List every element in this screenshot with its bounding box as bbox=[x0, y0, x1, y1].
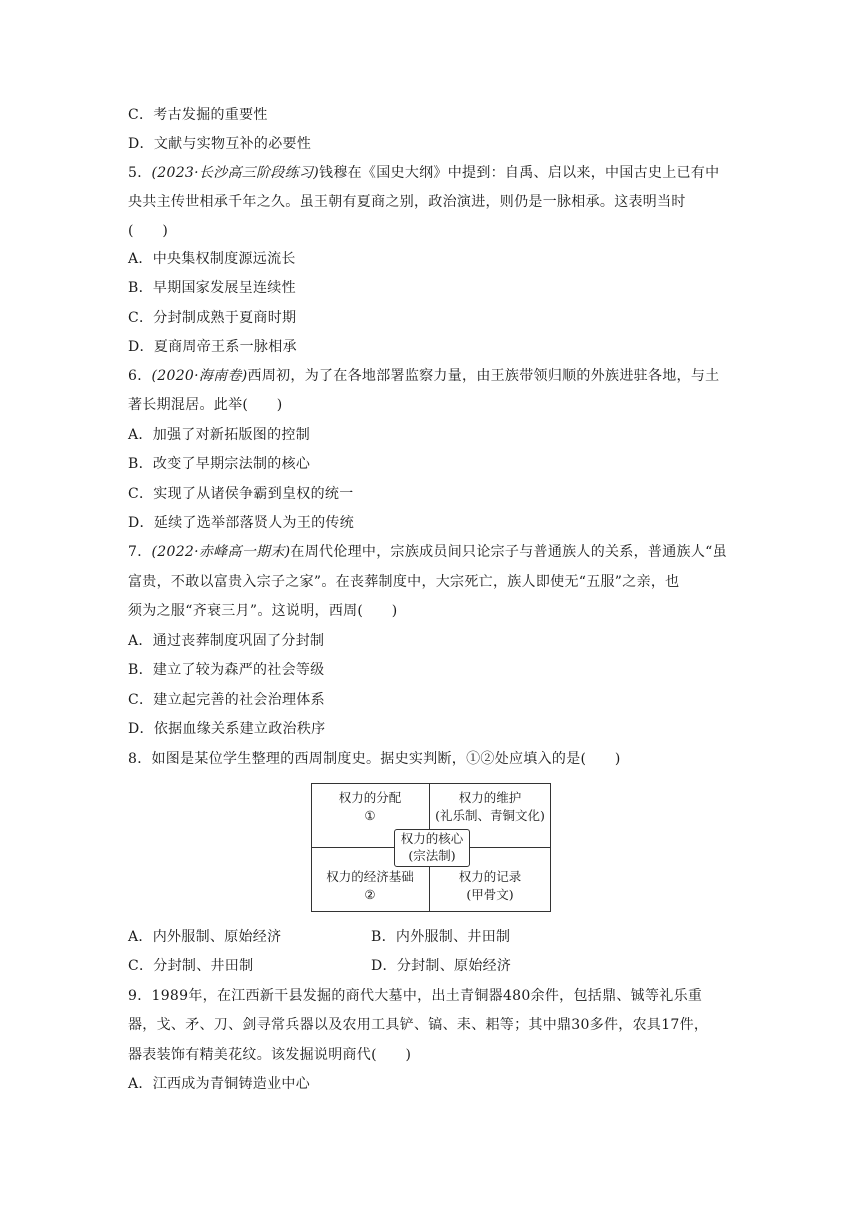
q6-stem-line1 bbox=[128, 366, 719, 386]
q8-stem: 8．如图是某位学生整理的西周制度史。据史实判断，①②处应填入的是( ) bbox=[128, 751, 621, 767]
q5-option-c: C．分封制成熟于夏商时期 bbox=[128, 310, 297, 326]
q6-stem-text: 西周初，为了在各地部署监察力量，由王族带领归顺的外族进驻各地，与土 bbox=[247, 368, 720, 384]
q5-source: (2023·长沙高三阶段练习) bbox=[151, 165, 320, 181]
q6-stem-line2: 著长期混居。此举( ) bbox=[128, 397, 283, 413]
q9-option-a: A．江西成为青铜铸造业中心 bbox=[128, 1076, 311, 1092]
q5-stem-line2: 央共主传世相承千年之久。虽王朝有夏商之别，政治演进，则仍是一脉相承。这表明当时 bbox=[128, 194, 686, 210]
q6-option-b: B．改变了早期宗法制的核心 bbox=[128, 456, 311, 472]
q5-answer-blank: ( ) bbox=[128, 223, 169, 239]
q5-stem-text: 钱穆在《国史大纲》中提到：自禹、启以来，中国古史上已有中 bbox=[319, 165, 720, 181]
diagram-cell-distribution: 权力的分配 ① bbox=[338, 790, 402, 823]
q7-number: 7． bbox=[128, 544, 152, 560]
q9-stem-line1 bbox=[128, 986, 702, 1006]
q8-option-b: B．内外服制、井田制 bbox=[371, 929, 511, 945]
q4-option-c: C．考古发掘的重要性 bbox=[128, 107, 268, 123]
q7-option-d: D．依据血缘关系建立政治秩序 bbox=[128, 721, 326, 737]
q7-source: (2022·赤峰高一期末) bbox=[151, 544, 291, 560]
diagram-cell-record: 权力的记录 (甲骨文) bbox=[458, 869, 522, 902]
q9-stem-line3: 器表装饰有精美花纹。该发掘说明商代( ) bbox=[128, 1047, 412, 1063]
q7-option-c: C．建立起完善的社会治理体系 bbox=[128, 692, 325, 708]
q6-option-a: A．加强了对新拓版图的控制 bbox=[128, 427, 311, 443]
q9-stem-text: 1989年，在江西新干县发掘的商代大墓中，出土青铜器480余件，包括鼎、铖等礼乐重 bbox=[151, 988, 703, 1004]
q7-stem-line1 bbox=[128, 542, 727, 562]
q9-number: 9． bbox=[128, 988, 152, 1004]
q7-stem-line2: 富贵，不敢以富贵入宗子之家”。在丧葬制度中，大宗死亡，族人即使无“五服”之亲，也 bbox=[128, 574, 680, 590]
diagram-cell-economic-base: 权力的经济基础 ② bbox=[326, 869, 414, 902]
q5-option-a: A．中央集权制度源远流长 bbox=[128, 251, 296, 267]
q5-stem-line1 bbox=[128, 163, 719, 183]
q6-number: 6． bbox=[128, 368, 152, 384]
q8-diagram bbox=[311, 783, 551, 912]
q6-option-d: D．延续了选举部落贤人为王的传统 bbox=[128, 515, 355, 531]
q8-option-d: D．分封制、原始经济 bbox=[371, 958, 512, 974]
q6-source: (2020·海南卷) bbox=[151, 368, 248, 384]
q8-option-c: C．分封制、井田制 bbox=[128, 958, 254, 974]
q9-stem-line2: 器，戈、矛、刀、剑寻常兵器以及农用工具铲、镐、耒、耜等；其中鼎30多件，农具17件， bbox=[128, 1017, 709, 1033]
q7-stem-text: 在周代伦理中，宗族成员间只论宗子与普通族人的关系，普通族人“虽 bbox=[290, 544, 727, 560]
q7-option-b: B．建立了较为森严的社会等级 bbox=[128, 662, 325, 678]
diagram-center-core: 权力的核心 (宗法制) bbox=[394, 829, 470, 867]
q5-number: 5． bbox=[128, 165, 152, 181]
q7-option-a: A．通过丧葬制度巩固了分封制 bbox=[128, 633, 325, 649]
q5-option-b: B．早期国家发展呈连续性 bbox=[128, 280, 296, 296]
q4-option-d: D．文献与实物互补的必要性 bbox=[128, 136, 312, 152]
q7-stem-line3: 须为之服“齐衰三月”。这说明，西周( ) bbox=[128, 603, 398, 619]
diagram-cell-maintenance: 权力的维护 (礼乐制、青铜文化) bbox=[435, 790, 545, 823]
q8-option-a: A．内外服制、原始经济 bbox=[128, 929, 282, 945]
q5-option-d: D．夏商周帝王系一脉相承 bbox=[128, 339, 297, 355]
q6-option-c: C．实现了从诸侯争霸到皇权的统一 bbox=[128, 486, 354, 502]
